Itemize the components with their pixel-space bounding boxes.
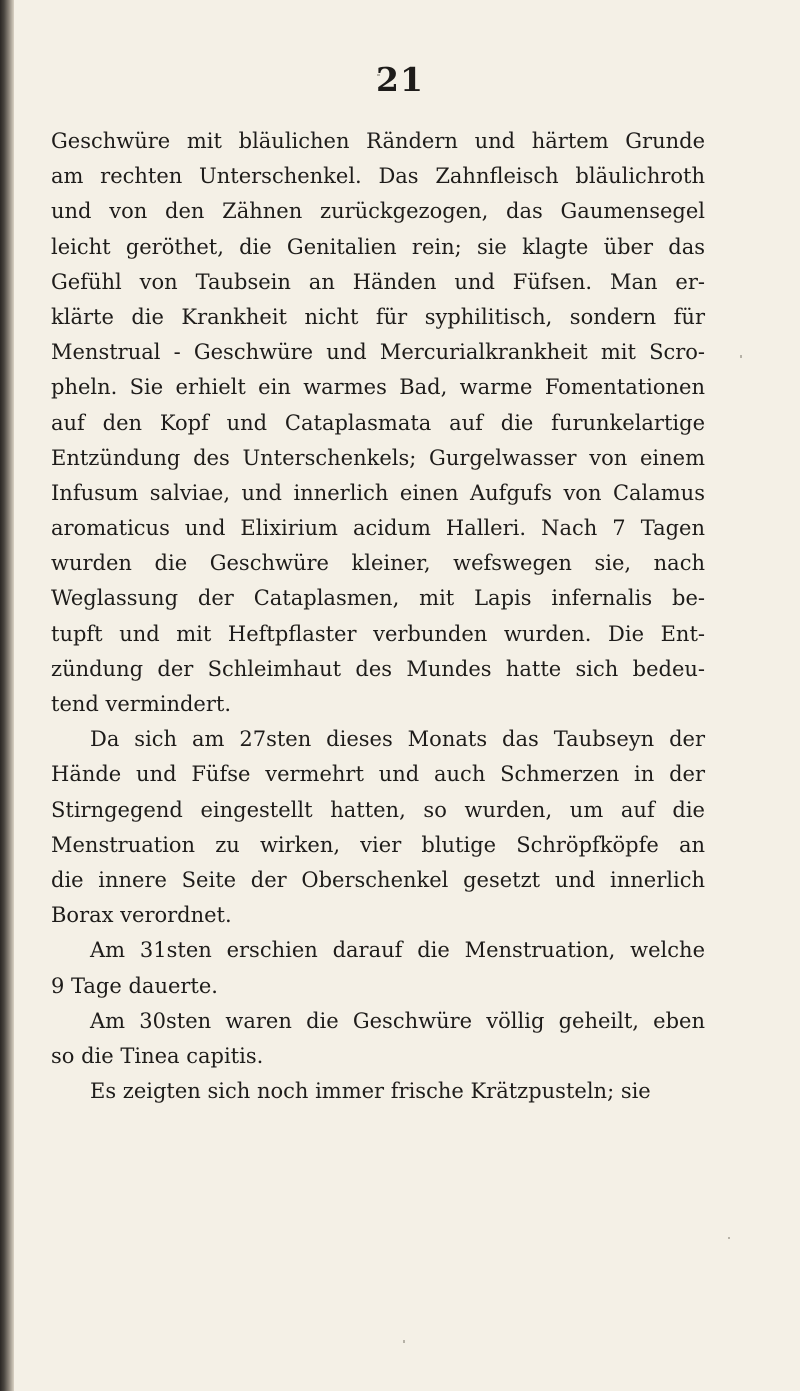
scan-speck bbox=[728, 1237, 730, 1239]
text-line: so die Tinea capitis. bbox=[51, 1043, 264, 1068]
text-line: Stirngegend eingestellt hatten, so wurden, um auf die bbox=[51, 797, 705, 822]
text-line: klärte die Krankheit nicht für syphilitisch, sondern für bbox=[51, 304, 705, 329]
text-line: Am 31sten erschien darauf die Menstruation, welche bbox=[90, 938, 705, 963]
text-line: tend vermindert. bbox=[51, 692, 232, 716]
text-line: Es zeigten sich noch immer frische Krätzpusteln; sie bbox=[90, 1079, 651, 1104]
text-line: tupft und mit Heftpflaster verbunden wurden. Die Ent- bbox=[51, 621, 705, 646]
text-line: und von den Zähnen zurückgezogen, das Gaumensegel bbox=[51, 199, 705, 224]
text-line: aromaticus und Elixirium acidum Halleri. Nach 7 Tagen bbox=[51, 516, 705, 541]
text-line: Am 30sten waren die Geschwüre völlig geheilt, eben bbox=[90, 1008, 705, 1033]
text-line: Da sich am 27sten dieses Monats das Taubseyn der bbox=[90, 727, 705, 752]
text-line: leicht geröthet, die Genitalien rein; sie klagte über das bbox=[51, 234, 705, 259]
paragraph bbox=[51, 124, 705, 722]
scan-speck bbox=[740, 355, 742, 358]
text-line: Infusum salviae, und innerlich einen Aufgufs von Calamus bbox=[51, 480, 705, 505]
text-line: auf den Kopf und Cataplasmata auf die furunkelartige bbox=[51, 410, 705, 435]
text-line: Gefühl von Taubsein an Händen und Füfsen. Man er- bbox=[51, 269, 705, 294]
text-line: wurden die Geschwüre kleiner, wefswegen sie, nach bbox=[51, 551, 705, 576]
text-line: Menstrual - Geschwüre und Mercurialkrankheit mit Scro- bbox=[51, 340, 705, 365]
paragraph bbox=[51, 933, 705, 1003]
text-line: Borax verordnet. bbox=[51, 903, 232, 928]
paragraph bbox=[51, 1074, 705, 1109]
paragraph bbox=[51, 1004, 705, 1074]
paragraph bbox=[51, 722, 705, 933]
scan-speck bbox=[377, 74, 380, 76]
text-line: Geschwüre mit bläulichen Rändern und härtem Grunde bbox=[51, 129, 705, 153]
text-line: die innere Seite der Oberschenkel gesetzt und innerlich bbox=[51, 867, 705, 892]
scan-speck bbox=[403, 1340, 405, 1343]
text-line: Hände und Füfse vermehrt und auch Schmerzen in der bbox=[51, 762, 705, 787]
page-number: 21 bbox=[376, 60, 424, 99]
text-line: Menstruation zu wirken, vier blutige Schröpfköpfe an bbox=[51, 832, 705, 857]
text-line: 9 Tage dauerte. bbox=[51, 973, 218, 998]
text-line: Weglassung der Cataplasmen, mit Lapis infernalis be- bbox=[51, 586, 705, 611]
text-line: Entzündung des Unterschenkels; Gurgelwasser von einem bbox=[51, 445, 705, 470]
body-text bbox=[51, 124, 705, 1109]
text-line: pheln. Sie erhielt ein warmes Bad, warme Fomentationen bbox=[51, 375, 705, 400]
book-binding-edge bbox=[0, 0, 14, 1391]
text-line: zündung der Schleimhaut des Mundes hatte sich bedeu- bbox=[51, 656, 705, 681]
text-line: am rechten Unterschenkel. Das Zahnfleisch bläulichroth bbox=[51, 164, 705, 189]
